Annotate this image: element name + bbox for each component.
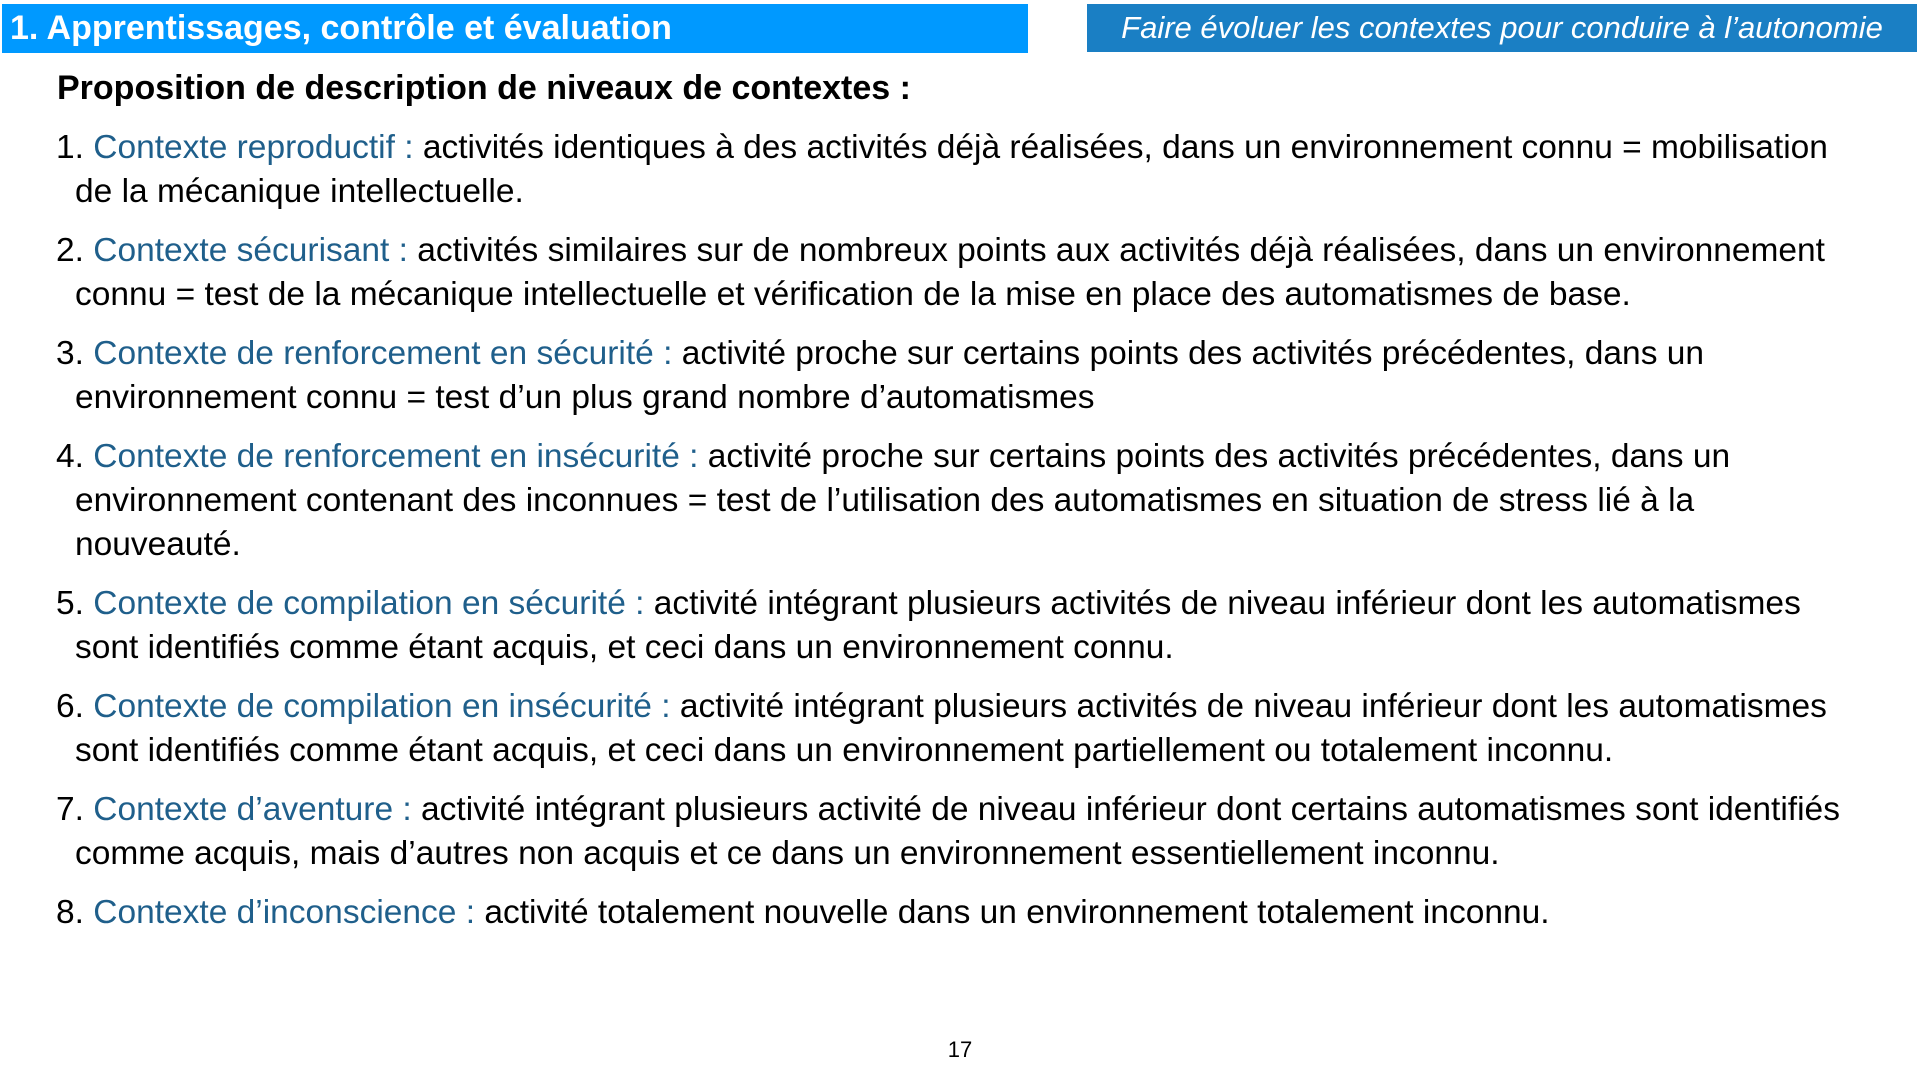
item-text: activité proche sur certains points des activités précédentes, dans un environnement connu = test d’un plus grand nombre d’automatismes [75, 335, 1705, 416]
list-item [56, 582, 1866, 670]
item-keyword: Contexte d’inconscience : [93, 894, 476, 931]
item-number: 1. [56, 129, 84, 166]
item-number: 6. [56, 688, 84, 725]
topic-title: Faire évoluer les contextes pour conduire à l’autonomie [1121, 10, 1883, 45]
list-item [56, 229, 1866, 317]
list-item [56, 126, 1866, 214]
item-keyword: Contexte sécurisant : [93, 232, 408, 269]
item-number: 7. [56, 791, 84, 828]
section-title-banner [2, 4, 1028, 53]
item-text: activités identiques à des activités déjà réalisées, dans un environnement connu = mobilisation de la mécanique intellectuelle. [75, 129, 1828, 210]
item-number: 4. [56, 438, 84, 475]
item-keyword: Contexte de renforcement en sécurité : [93, 335, 673, 372]
list-item [56, 332, 1866, 420]
item-text: activité proche sur certains points des activités précédentes, dans un environnement contenant des inconnues = test de l’utilisation des automatismes en situation de stress lié à la nouveauté. [75, 438, 1731, 563]
item-number: 3. [56, 335, 84, 372]
list-item [56, 435, 1866, 567]
topic-title-banner [1087, 4, 1917, 52]
list-item [56, 788, 1866, 876]
item-keyword: Contexte de compilation en sécurité : [93, 585, 645, 622]
item-number: 2. [56, 232, 84, 269]
slide-subtitle: Proposition de description de niveaux de contextes : [57, 69, 911, 107]
list-item [56, 891, 1866, 935]
item-keyword: Contexte reproductif : [93, 129, 414, 166]
page-number: 17 [947, 1037, 973, 1062]
item-text: activité totalement nouvelle dans un environnement totalement inconnu. [484, 894, 1550, 931]
item-number: 8. [56, 894, 84, 931]
item-keyword: Contexte d’aventure : [93, 791, 412, 828]
item-text: activité intégrant plusieurs activité de niveau inférieur dont certains automatismes sont identifiés comme acquis, mais d’autres non acquis et ce dans un environnement essentiellement inconnu. [75, 791, 1840, 872]
context-levels-list [56, 126, 1866, 950]
item-keyword: Contexte de renforcement en insécurité : [93, 438, 699, 475]
list-item [56, 685, 1866, 773]
section-title: 1. Apprentissages, contrôle et évaluation [10, 9, 672, 47]
item-text: activité intégrant plusieurs activités de niveau inférieur dont les automatismes sont identifiés comme étant acquis, et ceci dans un environnement connu. [75, 585, 1801, 666]
item-keyword: Contexte de compilation en insécurité : [93, 688, 671, 725]
item-number: 5. [56, 585, 84, 622]
item-text: activité intégrant plusieurs activités de niveau inférieur dont les automatismes sont identifiés comme étant acquis, et ceci dans un environnement partiellement ou totalement inconnu. [75, 688, 1827, 769]
item-text: activités similaires sur de nombreux points aux activités déjà réalisées, dans un environnement connu = test de la mécanique intellectuelle et vérification de la mise en place des automatismes de base. [75, 232, 1825, 313]
